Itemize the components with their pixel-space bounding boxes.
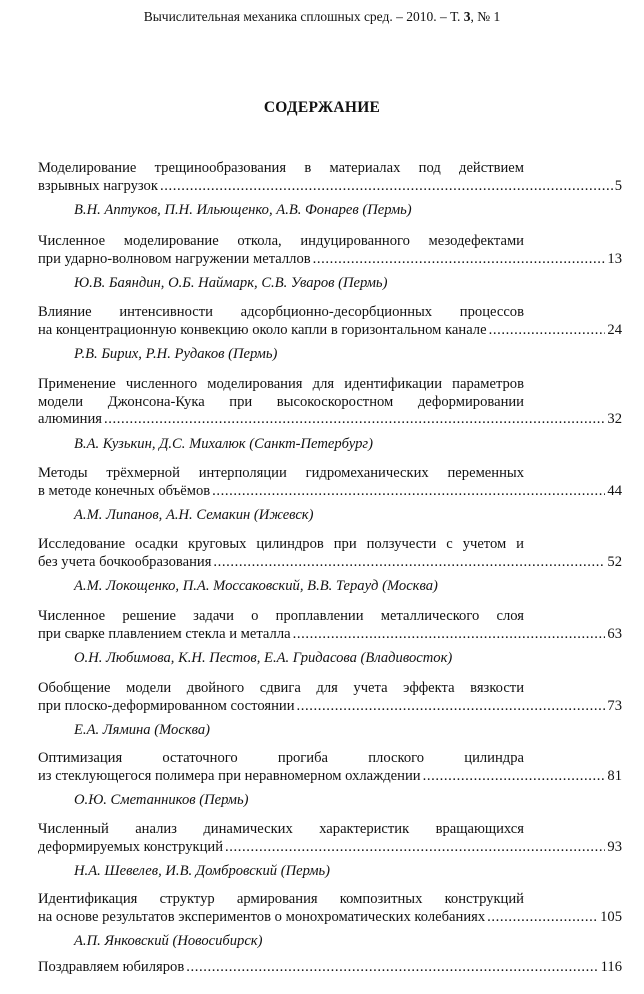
toc-page-number: 93 (607, 838, 622, 855)
toc-entry-last-line (38, 626, 622, 644)
toc-entry-title-end: на концентрационную конвекцию около капли в горизонтальном канале (38, 321, 487, 338)
toc-entry-last-line (38, 698, 622, 716)
toc-entry-authors: В.Н. Аптуков, П.Н. Ильющенко, А.В. Фонарев (Пермь) (74, 202, 412, 218)
toc-page-number: 5 (614, 177, 622, 194)
dot-leader (297, 698, 606, 716)
toc-entry-title-end: при плоско-деформированном состоянии (38, 697, 295, 714)
toc-entry-title-line: Численное решение задачи о проплавлении металлического слоя (38, 608, 524, 624)
toc-page-number: 105 (600, 908, 622, 925)
toc-entry-last-line (38, 768, 622, 786)
toc-entry-title-end: на основе результатов экспериментов о монохроматических колебаниях (38, 908, 486, 925)
toc-entry (38, 750, 622, 810)
toc-entry-title-line: Исследование осадки круговых цилиндров при ползучести с учетом и (38, 536, 524, 552)
toc-entry-authors: А.М. Липанов, А.Н. Семакин (Ижевск) (74, 507, 314, 523)
dot-leader (489, 322, 606, 340)
toc-entry-last-line (38, 839, 622, 857)
toc-entry (38, 233, 622, 293)
volume-number: 3 (463, 9, 471, 24)
toc-entry (38, 376, 622, 453)
toc-entry-last-line (38, 909, 622, 927)
toc-entry (38, 536, 622, 596)
toc-page-number: 32 (607, 411, 622, 427)
toc-page-number: 63 (607, 625, 622, 642)
toc-entry-title-end: из стеклующегося полимера при неравномерном охлаждении (38, 767, 421, 784)
toc-entry-title-end: взрывных нагрузок (38, 177, 158, 194)
toc-entry (38, 821, 622, 881)
page-title: СОДЕРЖАНИЕ (263, 99, 381, 116)
toc-entry-title-end: в методе конечных объёмов (38, 482, 211, 499)
toc-entry (38, 959, 622, 977)
toc-page-number: 13 (607, 250, 622, 267)
toc-entry-authors: Н.А. Шевелев, И.В. Домбровский (Пермь) (74, 863, 331, 879)
toc-page-number: 73 (607, 697, 622, 714)
toc-entry-title-end: при сварке плавлением стекла и металла (38, 625, 291, 642)
toc-entry-title-line: Идентификация структур армирования композитных конструкций (38, 891, 524, 907)
toc-entry (38, 891, 622, 951)
toc-entry-title-line: Влияние интенсивности адсорбционно-десорбционных процессов (38, 304, 524, 320)
dot-leader (225, 839, 605, 857)
toc-entry-last-line (38, 411, 622, 429)
toc-entry-title-line: Применение численного моделирования для идентификации параметров (38, 376, 524, 392)
toc-entry-last-line (38, 178, 622, 196)
toc-entry-title-line: Численный анализ динамических характеристик вращающихся (38, 821, 524, 837)
toc-entry-title-end: без учета бочкообразования (38, 553, 212, 570)
toc-entry-title-line: Обобщение модели двойного сдвига для учета эффекта вязкости (38, 680, 524, 696)
dot-leader (186, 959, 598, 977)
dot-leader (213, 554, 605, 572)
toc-entry-last-line (38, 483, 622, 501)
dot-leader (212, 483, 605, 501)
dot-leader (487, 909, 598, 927)
toc-page-number: 44 (607, 482, 622, 499)
toc-entry (38, 304, 622, 364)
toc-entry-title-end: алюминия (38, 411, 102, 427)
toc-entry-last-line (38, 959, 622, 977)
toc-entry-authors: А.М. Локощенко, П.А. Моссаковский, В.В. Тераyд (Москва) (74, 578, 438, 594)
running-header (0, 9, 644, 25)
toc-entry-title-line: Оптимизация остаточного прогиба плоского цилиндра (38, 750, 524, 766)
toc-entry-title-line: Методы трёхмерной интерполяции гидромеханических переменных (38, 465, 524, 481)
toc-entry-title-end: при ударно-волновом нагружении металлов (38, 250, 311, 267)
toc-entry-title-line: Численное моделирование откола, индуцированного мезодефектами (38, 233, 524, 249)
toc-entry (38, 680, 622, 740)
issue-number: , № 1 (470, 9, 501, 24)
journal-citation: Вычислительная механика сплошных сред. – 2010. – Т. (143, 9, 461, 24)
dot-leader (423, 768, 606, 786)
toc-entry-title-end: Поздравляем юбиляров (38, 959, 185, 975)
toc-page-number: 52 (607, 553, 622, 570)
dot-leader (293, 626, 606, 644)
toc-page-number: 81 (607, 767, 622, 784)
dot-leader (313, 251, 606, 269)
toc-entry-authors: О.Ю. Сметанников (Пермь) (74, 792, 249, 808)
toc-entry-last-line (38, 554, 622, 572)
toc-page-number: 116 (600, 959, 622, 975)
toc-entry-title-line: Моделирование трещинообразования в материалах под действием (38, 160, 524, 176)
toc-entry (38, 465, 622, 525)
toc-entry-last-line (38, 251, 622, 269)
toc-page-number: 24 (607, 321, 622, 338)
dot-leader (104, 411, 605, 429)
toc-entry-last-line (38, 322, 622, 340)
toc-entry (38, 160, 622, 220)
toc-entry (38, 608, 622, 668)
dot-leader (160, 178, 613, 196)
toc-entry-authors: Е.А. Лямина (Москва) (74, 722, 211, 738)
toc-entry-title-line: модели Джонсона-Кука при высокоскоростном деформировании (38, 393, 524, 410)
toc-entry-authors: О.Н. Любимова, К.Н. Пестов, Е.А. Гридасова (Владивосток) (74, 650, 453, 666)
toc-entry-authors: Ю.В. Баяндин, О.Б. Наймарк, С.В. Уваров (Пермь) (74, 275, 388, 291)
toc-entry-authors: В.А. Кузькин, Д.С. Михалюк (Санкт-Петербург) (74, 435, 373, 452)
toc-entry-authors: А.П. Янковский (Новосибирск) (74, 933, 263, 949)
toc-entry-title-end: деформируемых конструкций (38, 838, 224, 855)
toc-entry-authors: Р.В. Бирих, Р.Н. Рудаков (Пермь) (74, 346, 278, 362)
